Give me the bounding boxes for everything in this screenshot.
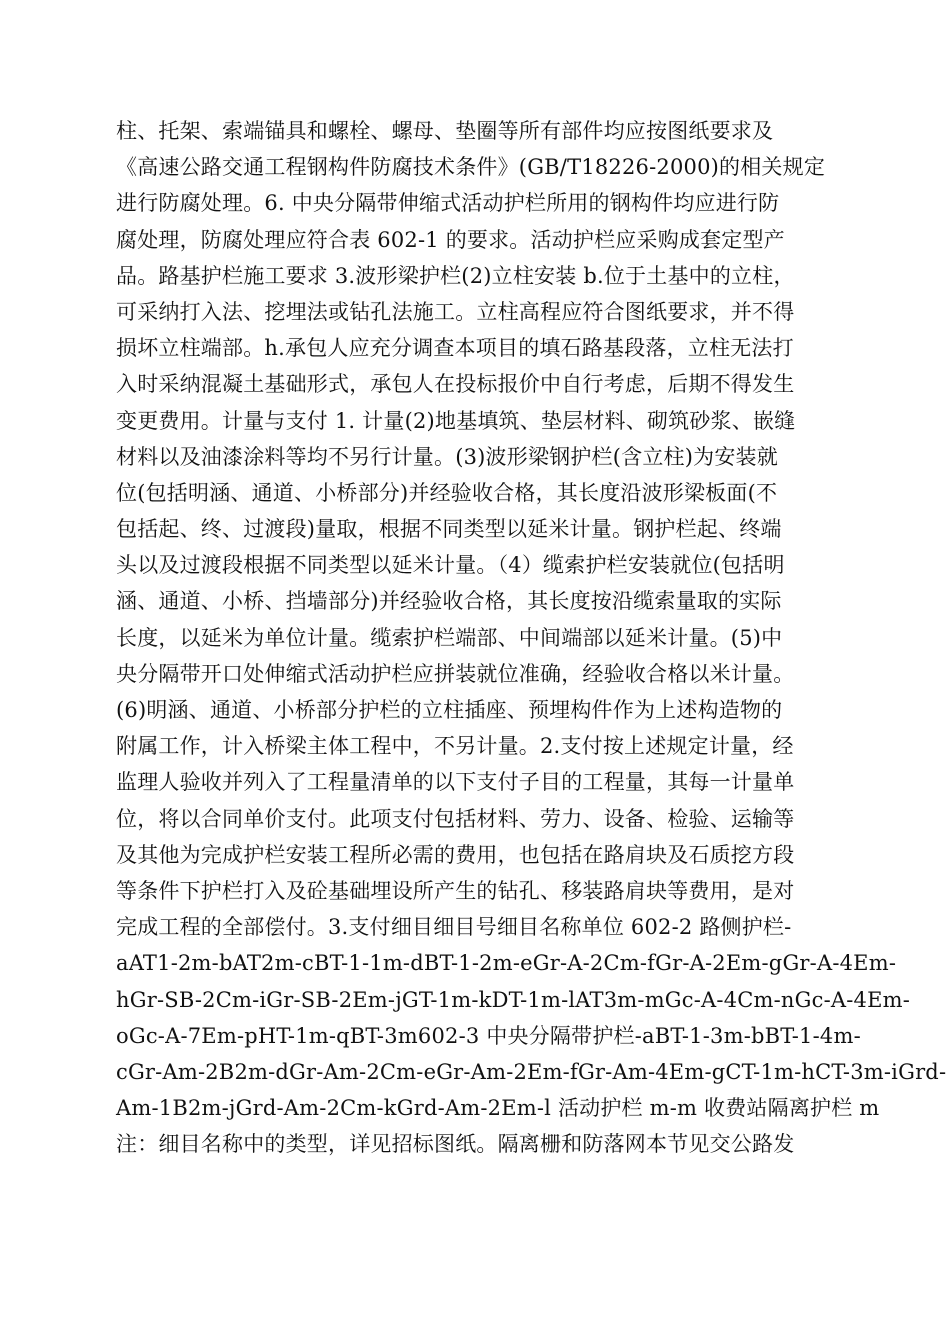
text-line: 附属工作，计入桥梁主体工程中，不另计量。2.支付按上述规定计量，经 (116, 734, 794, 759)
text-line: oGc-A-7Em-pHT-1m-qBT-3m602-3 中央分隔带护栏-aBT-1-3m-bBT-1-4m- (116, 1023, 861, 1048)
text-line: 损坏立柱端部。h.承包人应充分调查本项目的填石路基段落，立柱无法打 (116, 336, 794, 361)
text-line: 涵、通道、小桥、挡墙部分)并经验收合格，其长度按沿缆索量取的实际 (116, 589, 782, 614)
text-line: (6)明涵、通道、小桥部分护栏的立柱插座、预埋构件作为上述构造物的 (116, 698, 783, 722)
text-line: 位(包括明涵、通道、小桥部分)并经验收合格，其长度沿波形梁板面(不 (116, 480, 778, 505)
text-line: 头以及过渡段根据不同类型以延米计量。（4）缆索护栏安装就位(包括明 (116, 553, 785, 578)
text-line: 央分隔带开口处伸缩式活动护栏应拼装就位准确，经验收合格以米计量。 (116, 661, 795, 686)
text-line: 包括起、终、过渡段)量取，根据不同类型以延米计量。钢护栏起、终端 (116, 517, 782, 542)
text-line: 品。路基护栏施工要求 3.波形梁护栏(2)立柱安装 b.位于土基中的立柱， (116, 263, 795, 288)
text-line: 入时采纳混凝土基础形式，承包人在投标报价中自行考虑，后期不得发生 (116, 372, 795, 397)
text-line: 《高速公路交通工程钢构件防腐技术条件》(GB/T18226-2000)的相关规定 (116, 155, 826, 180)
text-line: 腐处理，防腐处理应符合表 602-1 的要求。活动护栏应采购成套定型产 (116, 227, 785, 252)
text-line: 长度，以延米为单位计量。缆索护栏端部、中间端部以延米计量。(5)中 (116, 625, 783, 650)
text-line: aAT1-2m-bAT2m-cBT-1-1m-dBT-1-2m-eGr-A-2Cm-fGr-A-2Em-gGr-A-4Em- (116, 951, 897, 976)
text-line: 位，将以合同单价支付。此项支付包括材料、劳力、设备、检验、运输等 (116, 806, 795, 831)
text-line: 完成工程的全部偿付。3.支付细目细目号细目名称单位 602-2 路侧护栏- (116, 915, 792, 940)
text-line: Am-1B2m-jGrd-Am-2Cm-kGrd-Am-2Em-l 活动护栏 m-m 收费站隔离护栏 m (116, 1096, 880, 1121)
text-line: 可采纳打入法、挖埋法或钻孔法施工。立柱高程应符合图纸要求，并不得 (116, 299, 795, 324)
text-line: 及其他为完成护栏安装工程所必需的费用，也包括在路肩块及石质挖方段 (116, 842, 795, 867)
text-line: 材料以及油漆涂料等均不另行计量。(3)波形梁钢护栏(含立柱)为安装就 (116, 444, 778, 469)
text-line: 等条件下护栏打入及砼基础埋设所产生的钻孔、移装路肩块等费用，是对 (116, 878, 795, 903)
text-line: 注：细目名称中的类型，详见招标图纸。隔离栅和防落网本节见交公路发 (116, 1132, 795, 1157)
text-line: hGr-SB-2Cm-iGr-SB-2Em-jGT-1m-kDT-1m-lAT3m-mGc-A-4Cm-nGc-A-4Em- (116, 987, 911, 1012)
text-line: 变更费用。计量与支付 1. 计量(2)地基填筑、垫层材料、砌筑砂浆、嵌缝 (116, 408, 796, 433)
text-line: cGr-Am-2B2m-dGr-Am-2Cm-eGr-Am-2Em-fGr-Am-4Em-gCT-1m-hCT-3m-iGrd- (116, 1059, 947, 1084)
text-line: 进行防腐处理。6. 中央分隔带伸缩式活动护栏所用的钢构件均应进行防 (116, 191, 780, 216)
text-line: 柱、托架、索端锚具和螺栓、螺母、垫圈等所有部件均应按图纸要求及 (116, 119, 774, 143)
body-text (116, 113, 947, 1162)
text-line: 监理人验收并列入了工程量清单的以下支付子目的工程量，其每一计量单 (116, 770, 795, 795)
